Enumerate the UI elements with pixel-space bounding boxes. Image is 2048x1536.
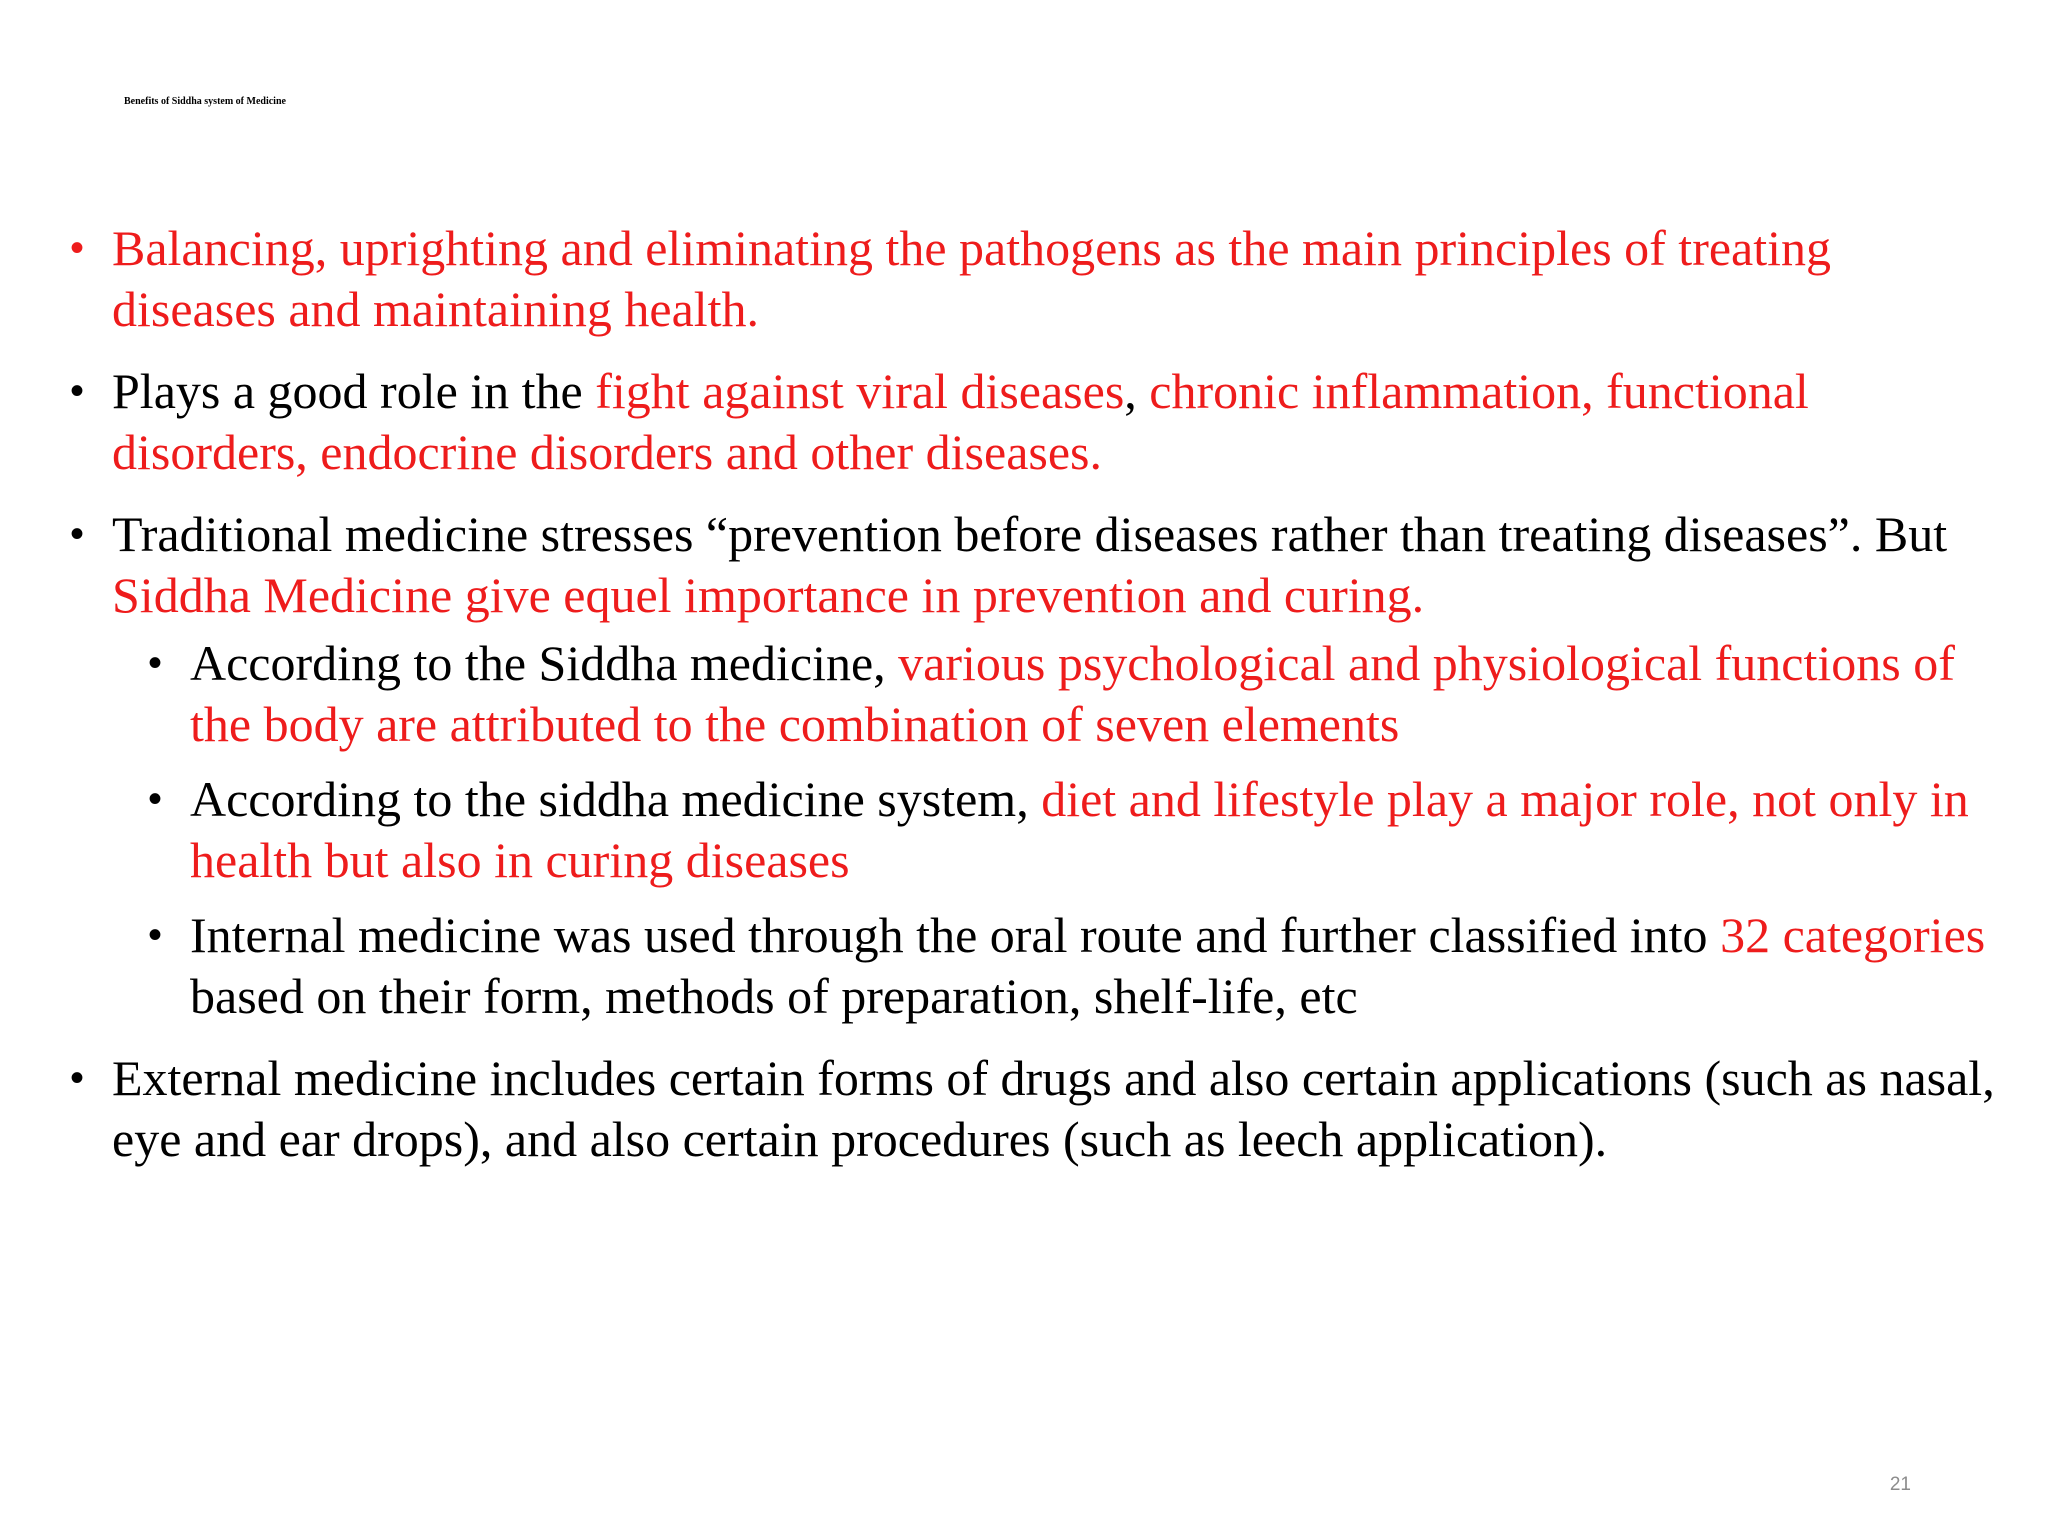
bullet-text: Balancing, uprighting and eliminating the pathogens as the main principles of treating diseases and maintaining health. — [112, 220, 1832, 337]
bullet-text: Traditional medicine stresses “prevention before diseases rather than treating diseases”. But — [112, 506, 1948, 562]
page-number: 21 — [1889, 1474, 1911, 1495]
sub-bullet-item-3 — [148, 905, 2000, 1027]
sub-bullet-marker: • — [148, 777, 163, 821]
sub-bullet-item-2 — [148, 769, 2000, 891]
bullet-text-emphasis: chronic inflammation, functional disorders, endocrine disorders and other diseases. — [112, 363, 1809, 480]
bullet-marker: • — [70, 1056, 85, 1100]
sub-bullet-item-1 — [148, 633, 2000, 755]
bullet-item-1 — [70, 218, 2000, 340]
bullet-item-2 — [70, 361, 2000, 483]
sub-bullet-text-emphasis: diet and lifestyle play a major role, not only in health but also in curing diseases — [190, 771, 1969, 888]
sub-bullet-marker: • — [148, 641, 163, 685]
bullet-item-4 — [70, 1048, 2000, 1170]
sub-bullet-text: According to the siddha medicine system, — [190, 771, 1042, 827]
bullet-marker: • — [70, 226, 85, 270]
sub-bullet-text-emphasis: various psychological and physiological functions of the body are attributed to the combination of seven elements — [190, 635, 1955, 752]
bullet-item-3 — [70, 504, 2000, 626]
sub-bullet-marker: • — [148, 913, 163, 957]
slide-title: Benefits of Siddha system of Medicine — [124, 96, 286, 107]
bullet-text: Plays a good role in the — [112, 363, 596, 419]
sub-bullet-text: Internal medicine was used through the oral route and further classified into — [190, 907, 1721, 963]
sub-bullet-text-emphasis: 32 categories — [1720, 907, 1986, 963]
sub-bullet-text: based on their form, methods of preparation, shelf-life, etc — [190, 968, 1358, 1024]
bullet-text: , — [1124, 363, 1150, 419]
bullet-marker: • — [70, 512, 85, 556]
bullet-list — [70, 218, 2000, 1191]
bullet-text: External medicine includes certain forms of drugs and also certain applications (such as nasal, eye and ear drops), and also certain procedures (such as leech application). — [112, 1050, 1995, 1167]
bullet-marker: • — [70, 369, 85, 413]
bullet-text-emphasis: Siddha Medicine give equel importance in prevention and curing. — [112, 567, 1425, 623]
sub-bullet-text: According to the Siddha medicine, — [190, 635, 899, 691]
bullet-text-emphasis: fight against viral diseases — [595, 363, 1125, 419]
